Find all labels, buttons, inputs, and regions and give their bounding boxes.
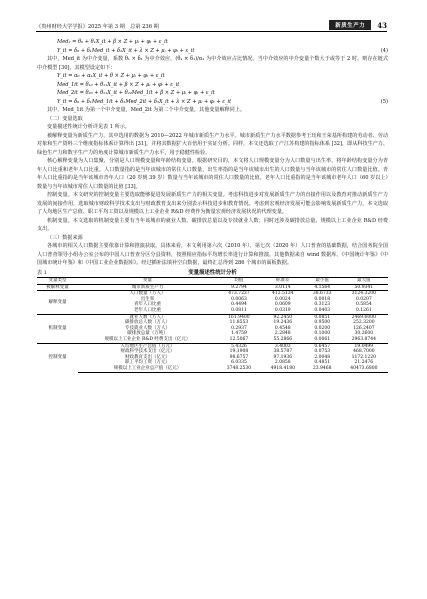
value-cell: 468.7000 xyxy=(353,349,375,355)
section-heading-variables: （二）变量选取 xyxy=(47,115,83,122)
value-cell: 0.9500 xyxy=(314,320,331,326)
value-cell: 0.0851 xyxy=(305,314,340,320)
table-header-row xyxy=(37,278,388,285)
header-rule xyxy=(36,31,387,32)
section-heading-data: （三）数据来源 xyxy=(47,234,83,241)
descriptive-statistics-table xyxy=(37,277,388,373)
variable-name-cell: 老年人口比重 xyxy=(134,307,161,313)
value-cell: 0.0811 xyxy=(231,307,247,313)
equation-number: (4) xyxy=(380,47,388,54)
equation-row xyxy=(37,38,388,47)
journal-title: 《贵州财经大学学报》2025 年第 3 期 总第 236 期 xyxy=(36,24,159,30)
value-cell: 0.0319 xyxy=(274,307,291,313)
value-cell: 0.0403 xyxy=(314,307,331,313)
value-cell: 3.4003 xyxy=(261,343,305,349)
column-header: 变量 xyxy=(78,278,217,285)
equation: Y_it = δ₀ + δ₁Med_it + δ₂X_it + λ × Z + μᵢ + φₜ + ε_it xyxy=(57,47,195,54)
value-cell: 2469.6000 xyxy=(340,314,388,320)
value-cell: 30.2600 xyxy=(354,331,374,337)
table-caption: 变量描述性统计分析 xyxy=(188,269,237,276)
variable-name-cell: 专技就业人数（万人） xyxy=(125,325,170,331)
value-cell: 0.5854 xyxy=(355,302,372,308)
paragraph-chain-note: 其中，Med_1it 为第一个中介变量，Med_2it 为第二个中介变量，其他变量解释同上。 xyxy=(47,107,245,113)
paragraph-mechanism-variable: 机制变量。本文选取的机制变量主要有当年该城市的就业人数、碳排放总量以及专技就业人数；同时还涉及碳排放总量、规模以上工业企业 R&D 经费支出。 xyxy=(37,217,388,232)
value-cell: 3748.2530 xyxy=(217,366,261,372)
value-cell: 2.0048 xyxy=(314,354,331,360)
value-cell: 2963.8744 xyxy=(351,336,376,342)
value-cell: 0.4851 xyxy=(314,360,331,366)
value-cell: 0.0609 xyxy=(274,302,291,308)
equation-number: (5) xyxy=(380,98,388,105)
variable-type-cell: 机制变量 xyxy=(37,314,78,343)
value-cell: 3.0114 xyxy=(274,284,291,290)
column-header: 最小值 xyxy=(305,278,340,285)
variable-name-cell: 城市新质生产力 xyxy=(131,284,164,290)
value-cell: 19.2436 xyxy=(273,320,293,326)
equation-row xyxy=(37,98,388,107)
value-cell: 12.5067 xyxy=(229,336,249,342)
variable-name-cell: 碳排放总人数（万人） xyxy=(125,320,170,326)
value-cell: 55.2866 xyxy=(273,336,293,342)
variable-name-cell: 职工平均工资（万元） xyxy=(125,360,170,366)
value-cell: 161.9400 xyxy=(217,314,261,320)
value-cell: 2.0858 xyxy=(274,360,291,366)
equation: Med_1it = θ₁₀ + θ₁₁X_it + β × Z + μᵢ + φₜ + ε_it xyxy=(57,81,180,88)
value-cell: 0.6457 xyxy=(305,343,340,349)
value-cell: 92.2450 xyxy=(261,314,305,320)
column-header: 最大值 xyxy=(340,278,388,285)
column-header: 标准差 xyxy=(261,278,305,285)
equation-row xyxy=(37,47,388,56)
value-cell: 40473.6800 xyxy=(340,366,388,372)
variable-name-cell: 就业人数（万人） xyxy=(78,314,217,320)
variable-name-cell: 青年人口比重 xyxy=(134,302,161,308)
variable-name-cell: 出生率 xyxy=(140,296,155,302)
value-cell: 23.9468 xyxy=(305,366,340,372)
value-cell: 252.3200 xyxy=(353,320,375,326)
equation: Y_it = α₀ + α₁X_it + θ × Z + μᵢ + φₜ + ε_it xyxy=(57,73,165,79)
value-cell: 0.3123 xyxy=(314,302,331,308)
equation: Med₂ = θ₀ + θ₁X_it + β × Z + μᵢ + φₜ + ε_it xyxy=(57,39,168,45)
value-cell: 0.0063 xyxy=(231,296,247,302)
variable-name-cell: 碳排放总量（万吨） xyxy=(127,331,168,337)
value-cell: 11.8553 xyxy=(229,320,249,326)
variable-name-cell: 财政教育支出（亿元） xyxy=(125,354,170,360)
value-cell: 0.4548 xyxy=(274,325,291,331)
value-cell: 1.4759 xyxy=(231,331,247,337)
value-cell: 0.0024 xyxy=(274,296,291,302)
paragraph-core-variable: 核心解释变量为人口集聚，分别是人口规模变量和年龄结构变量。根据研究目的，本文将人口规模变量分为人口数量与出生率，将年龄结构变量分为青年人口比重和老年人口比重。人口数量指的是当年该城市的常住人口数量，出生率指的是当年该城市出生的人口数量与当年该城市的常住人口数量比值。青年人口比重指的是当年该城市青年人口（20 岁到 39 岁）数量与当年该城市的常住人口数量的比值。老年人口比重指的是当年该城市老年人口（60 岁以上）数量与当年该城市常住人口数量的比值 [33]。 xyxy=(37,158,388,190)
variable-name-cell: 规模以上工业企业 R&D 经费支出（亿元） xyxy=(104,336,191,342)
table-row xyxy=(37,284,388,291)
value-cell: 38.6733 xyxy=(305,291,340,297)
variable-name-cell: 财政科学技术支出（亿元） xyxy=(120,349,175,355)
value-cell: 4918.4180 xyxy=(261,366,305,372)
value-cell: 4.1564 xyxy=(314,284,331,290)
value-cell: 0.0200 xyxy=(314,325,331,331)
value-cell: 98.6757 xyxy=(229,354,249,360)
article-body xyxy=(37,38,388,373)
table-caption-row xyxy=(37,269,388,278)
paragraph-control-variable: 控制变量。本文研究的控制变量主要选取能够促进发展新质生产力的相关变量。考虑科技进步对发展新质生产力的直接作用以及教育对推动新质生产力发展的间接作用，选取城市财政科学技术支出与财政教育支出来分别表示科技进步和教育情况。考虑到宏观经济发展可能会影响发展新质生产力，本文选取了人均地区生产总值、职工平均工资以及规模以上工业企业 R&D 经费作为衡量宏观经济发展状况的代理变量。 xyxy=(37,192,388,215)
value-cell: 0.2937 xyxy=(231,325,247,331)
value-cell: 0.1000 xyxy=(314,331,331,337)
value-cell: 2.2848 xyxy=(274,331,291,337)
value-cell: 0.0018 xyxy=(314,296,331,302)
value-cell: 473.7237 xyxy=(217,291,261,297)
variable-name-cell: 人均地区生产总值（万元） xyxy=(78,343,217,349)
variable-type-cell: 解释变量 xyxy=(37,291,78,314)
value-cell: 6.0335 xyxy=(231,360,247,366)
paragraph-mediator: 其中，Med_it 为中介变量，系数 θ₁ × δ₁ 为中介效应，(θ₁ × δ₁)/α₁ 为中介效应占比情况。当中介效应的中介变量个数大于或等于 2 时，则存在链式中介模型 [30]，其模型设定如下： xyxy=(37,56,388,71)
equation: Med_2it = θ₂₀ + θ₂₁X_it + θ₂₂Med_1it + β × Z + μᵢ + φₜ + ε_it xyxy=(57,90,215,96)
value-cell: 3124.3200 xyxy=(340,291,388,297)
page-number: 43 xyxy=(377,21,387,30)
value-cell: 0.0753 xyxy=(314,349,331,355)
value-cell: 412.5134 xyxy=(261,291,305,297)
value-cell: 19.1908 xyxy=(229,349,249,355)
variable-name-cell: 人口数量（万人） xyxy=(78,291,217,297)
variable-name-cell: 规模以上工业企业总产值（亿元） xyxy=(78,366,217,372)
variable-type-cell: 控制变量 xyxy=(37,343,78,372)
value-cell: 0.0061 xyxy=(314,336,331,342)
value-cell: 0.1261 xyxy=(355,307,372,313)
value-cell: 126.2407 xyxy=(353,325,375,331)
value-cell: 9.2794 xyxy=(231,284,247,290)
running-header xyxy=(36,16,387,30)
value-cell: 19.0499 xyxy=(340,343,388,349)
value-cell: 0.0207 xyxy=(355,296,372,302)
table-body xyxy=(37,284,388,372)
paragraph-data-source: 各城市的相关人口数据主要依靠计算和推演获取。具体来看，本文利用第六次（2010 年）、第七次（2020 年）人口普查的基础数据，结合国务院全国人口普查领导小组办公室公布的中国人口普查分区分县资料，按照相应指标平均增长率进行计算和推演。其他数据来自 wind 数据库、《中国统计年鉴》《中国城市统计年鉴》和《中国工业企业数据库》。经过插补法填补空白数据，最终汇总得到 286 个城市的面板数据。 xyxy=(37,243,388,266)
equation-row xyxy=(37,89,388,98)
table-row xyxy=(37,366,388,372)
value-cell: 0.4494 xyxy=(231,302,247,308)
table-number: 表 1 xyxy=(37,269,47,276)
column-header: 均值 xyxy=(217,278,261,285)
value-cell: 38.5787 xyxy=(273,349,293,355)
variable-type-cell: 被解释变量 xyxy=(46,284,69,290)
value-cell: 21.2476 xyxy=(354,360,374,366)
value-cell: 97.1936 xyxy=(273,354,293,360)
equation: Y_it = δ₀ + δ₁Med_1it + δ₂Med_2it + δ₃X_it + λ × Z + μᵢ + φₜ + ε_it xyxy=(57,98,232,105)
value-cell: 5.4326 xyxy=(217,343,261,349)
equation-row xyxy=(37,72,388,81)
paragraph-vars-intro: 变量描述性统计分析详见表 1 所示。 xyxy=(47,124,130,130)
value-cell: 1172.1220 xyxy=(351,354,376,360)
equation-row xyxy=(37,81,388,90)
column-header: 变量类型 xyxy=(37,278,78,285)
value-cell: 50.9341 xyxy=(354,284,374,290)
section-brand-label: 新质生产力 xyxy=(329,20,371,30)
paragraph-explained-variable: 被解释变量为新质生产力，其中选用的数据为 2010—2022 年城市新质生产力水平。城市新质生产力水平数据参考王珏和王荣基所构建的劳动者、劳动对象和生产资料三个维度指标体系计算得出 [31]，并将其数据扩大百倍用于实证分析。同样，本文还选取了产江苏构建的指标体系 [32]，即从科技生产力、绿色生产力和数字生产力的角度计算城市新质生产力水平，用于稳健性检验。 xyxy=(37,132,388,156)
